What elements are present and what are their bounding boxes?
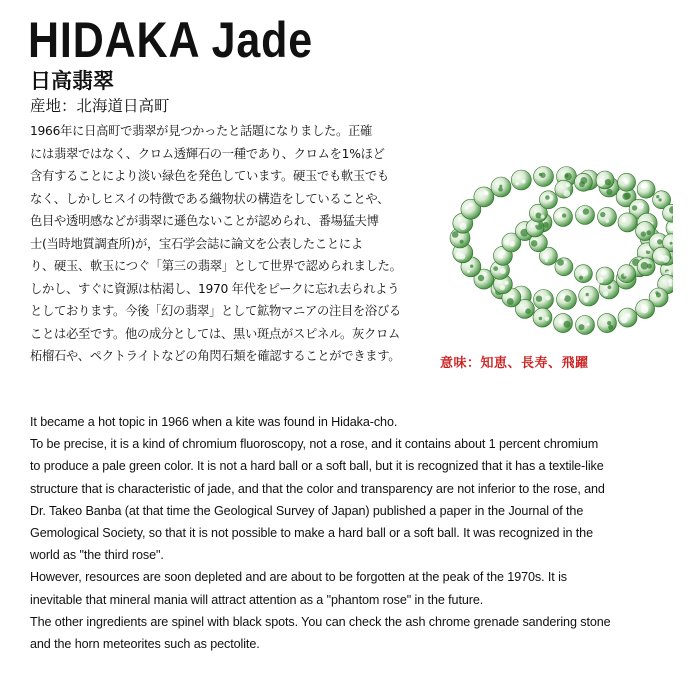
bead-spot: [563, 190, 570, 197]
bead-spot: [606, 219, 609, 222]
en-line: and the horn meteorites such as pectolite.: [30, 637, 260, 652]
bead-spot: [498, 253, 504, 259]
jade-bead: [598, 207, 617, 226]
jp-line: ことは必至です。他の成分としては、黒い斑点がスピネル。灰クロム: [30, 326, 400, 341]
bead-spot: [564, 321, 571, 328]
bead-spot: [452, 231, 459, 238]
bead-spot: [606, 189, 612, 195]
bead-spot: [656, 195, 659, 198]
bead-spot: [641, 231, 646, 236]
bead-spot: [657, 239, 662, 244]
bead-spot: [536, 213, 542, 219]
jade-bead: [576, 206, 595, 225]
bead-spot: [511, 295, 514, 298]
bead-spot: [579, 276, 583, 280]
bead-spot: [624, 273, 627, 276]
jp-line: 士(当時地質調査所)が，宝石学会誌に論文を公表したことによ: [30, 236, 363, 251]
jade-bead: [474, 187, 494, 207]
jp-line: り、硬玉、軟玉につぐ「第三の翡翠」として世界で認められました。: [30, 259, 402, 273]
jp-line: なく、しかしヒスイの特徴である織物状の構造をしていることや、: [30, 191, 390, 206]
jade-bracelet-photo: [435, 120, 673, 345]
en-line: It became a hot topic in 1966 when a kite was found in Hidaka-cho.: [30, 415, 398, 429]
bead-spot: [668, 279, 673, 284]
en-line: To be precise, it is a kind of chromium fluoroscopy, not a rose, and it contains about 1 percent chromium: [30, 437, 599, 452]
bead-spot: [460, 223, 467, 230]
bead-spot: [669, 283, 672, 286]
bead-spot: [662, 255, 670, 263]
bead-spot: [564, 173, 572, 181]
bead-spot: [655, 291, 658, 294]
jade-bead: [511, 170, 531, 190]
bead-spot: [566, 182, 571, 187]
en-line: structure that is characteristic of jade, and that the color and transparency are not inferior to the rose, and: [30, 481, 605, 496]
bead-spot: [670, 242, 673, 245]
bead-spot: [541, 215, 545, 219]
bead-spot: [555, 212, 561, 218]
bead-spot: [540, 172, 546, 178]
bead-spot: [625, 313, 630, 318]
jp-line: には翡翠ではなく、クロム透輝石の一種であり、クロムを1%ほど: [30, 146, 385, 161]
bead-spot: [600, 212, 605, 217]
meaning-label: 意味：知恵、長寿、飛躍: [440, 356, 589, 371]
bead-spot: [646, 230, 651, 235]
bead-spot: [580, 177, 587, 184]
bead-spot: [586, 293, 589, 296]
jp-line: 1966年に日高町で翡翠が見つかったと話題になりました。正確: [30, 124, 373, 138]
en-line: inevitable that mineral mania will attract attention as a "phantom rose" in the future.: [30, 592, 484, 607]
bead-spot: [504, 240, 509, 245]
bead-spot: [583, 208, 589, 214]
en-line: The other ingredients are spinel with black spots. You can check the ash chrome grenade sandering stone: [30, 614, 611, 629]
bead-spot: [470, 265, 473, 268]
bead-spot: [642, 182, 648, 188]
jade-bead: [618, 265, 636, 283]
bead-spot: [623, 178, 627, 182]
bead-spot: [546, 295, 551, 300]
bead-spot: [543, 254, 549, 260]
bead-spot: [460, 240, 464, 244]
bead-spot: [500, 268, 506, 274]
jade-bead: [555, 180, 573, 198]
bead-spot: [603, 291, 608, 296]
bead-spot: [493, 266, 498, 271]
origin-label: 産地：北海道日高町: [30, 97, 170, 115]
en-line: Gemological Society, so that it is not possible to make a hard ball or a soft ball. It was recognized in the: [30, 526, 593, 541]
bead-spot: [458, 217, 461, 220]
bead-spot: [557, 259, 564, 266]
bead-spot: [583, 297, 588, 302]
bead-spot: [638, 203, 644, 209]
jp-line: としております。今後「幻の翡翠」として鉱物マニアの注目を浴びる: [30, 304, 401, 318]
bead-spot: [608, 285, 612, 289]
bead-spot: [531, 240, 538, 247]
bead-spot: [605, 179, 611, 185]
en-line: Dr. Takeo Banba (at that time the Geological Survey of Japan) published a paper in the Journal of the: [30, 503, 584, 518]
bead-spot: [564, 261, 567, 264]
jade-bead: [533, 308, 552, 327]
bead-spot: [500, 285, 505, 290]
bead-spot: [498, 187, 503, 192]
bead-spot: [483, 190, 488, 195]
bead-spot: [545, 316, 550, 321]
bead-spot: [608, 325, 613, 330]
bead-spot: [510, 241, 515, 246]
bead-spot: [505, 281, 509, 285]
page-title: HIDAKA Jade: [28, 12, 314, 68]
bead-spot: [507, 298, 514, 305]
en-line: to produce a pale green color. It is not a hard ball or a soft ball, but it is recognized that it has a textile-like: [30, 459, 604, 474]
bead-spot: [579, 211, 583, 215]
bead-spot: [622, 219, 626, 223]
jade-bracelet-image: [435, 120, 673, 345]
bead-spot: [601, 270, 607, 276]
jade-bead: [598, 314, 617, 333]
bead-spot: [559, 319, 564, 324]
english-description: [30, 411, 680, 655]
bead-spot: [562, 213, 566, 217]
bead-spot: [469, 203, 473, 207]
bead-spot: [586, 323, 589, 326]
jade-bead: [576, 316, 595, 335]
jade-bead: [579, 286, 599, 306]
bead-spot: [597, 277, 603, 283]
jp-line: 含有することにより淡い緑色を発色しています。硬玉でも軟玉でも: [30, 169, 389, 183]
bead-spot: [642, 304, 647, 309]
bead-spot: [525, 308, 531, 314]
bead-spot: [545, 195, 550, 200]
jade-bead: [555, 258, 573, 276]
bead-spot: [632, 205, 637, 210]
bead-spot: [607, 321, 611, 325]
japanese-description: [30, 120, 428, 368]
bead-spot: [581, 269, 588, 276]
bead-spot: [539, 317, 543, 321]
bead-spot: [515, 182, 518, 185]
en-line: However, resources are soon depleted and are about to be forgotten at the peak of the 1970s. It is: [30, 570, 567, 585]
bead-spot: [658, 198, 661, 201]
jp-line: 色目や透明感などが翡翠に遜色ないことが認められ、番場猛夫博: [30, 214, 379, 228]
bead-spot: [597, 179, 605, 187]
en-line: world as "the third rose".: [30, 548, 164, 563]
jp-line: しかし、すぐに資源は枯渇し、1970 年代をピークに忘れ去られよう: [30, 281, 400, 296]
bead-spot: [579, 324, 585, 330]
japanese-name: 日高翡翠: [30, 69, 114, 93]
bead-spot: [521, 179, 525, 183]
bead-spot: [464, 206, 468, 210]
bead-spot: [622, 193, 629, 200]
bead-spot: [536, 296, 542, 302]
jp-line: 柘榴石や、ペクトライトなどの角閃石類を確認することができます。: [30, 349, 401, 363]
jade-bead: [618, 213, 637, 232]
bead-spot: [455, 252, 462, 259]
bead-spot: [478, 275, 484, 281]
bead-spot: [467, 270, 470, 273]
bead-spot: [647, 264, 652, 269]
bead-spot: [560, 294, 565, 299]
